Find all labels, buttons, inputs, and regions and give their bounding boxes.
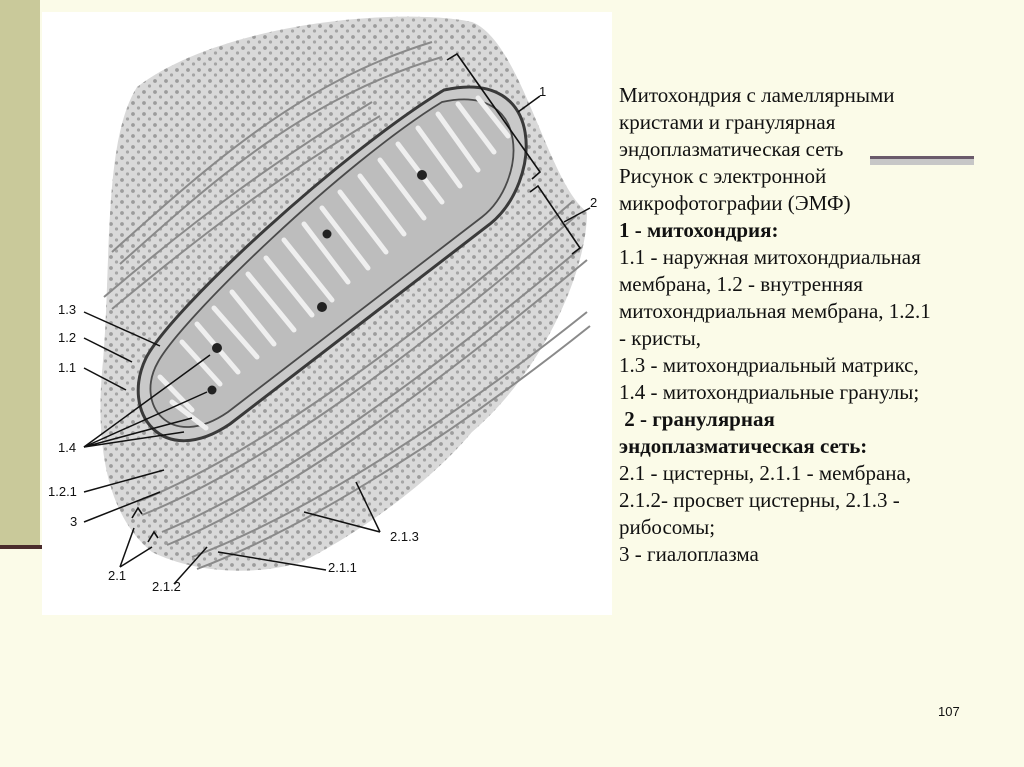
caption-line: 1.4 - митохондриальные гранулы; [619,380,920,404]
caption-line: 3 - гиалоплазма [619,542,759,566]
caption-line: кристами и гранулярная [619,110,836,134]
caption-line: митохондриальная мембрана, 1.2.1 [619,299,931,323]
caption-line: Митохондрия с ламеллярными [619,83,895,107]
left-accent-band [0,0,40,545]
caption-heading-er-cont: эндоплазматическая сеть: [619,434,868,458]
caption-line: эндоплазматическая сеть [619,137,844,161]
caption-heading-mitochondria: 1 - митохондрия: [619,218,779,242]
right-divider-rule-dark [870,156,974,159]
label-1-3: 1.3 [58,302,77,317]
label-1-1: 1.1 [58,360,77,375]
label-1-4: 1.4 [58,440,77,455]
caption-line: мембрана, 1.2 - внутренняя [619,272,863,296]
slide-caption [619,82,1019,568]
label-2: 2 [590,195,598,210]
label-2-1-2: 2.1.2 [152,579,181,594]
caption-line: рибосомы; [619,515,716,539]
label-2-1: 2.1 [108,568,127,583]
label-1-2-1: 1.2.1 [48,484,77,499]
caption-line: микрофотографии (ЭМФ) [619,191,851,215]
left-divider-rule [0,545,44,549]
mitochondria-diagram [42,12,612,615]
caption-line: - кристы, [619,326,702,350]
caption-heading-er: 2 - гранулярная [619,407,775,431]
label-2-1-1: 2.1.1 [328,560,357,575]
caption-line: 1.1 - наружная митохондриальная [619,245,921,269]
label-1: 1 [539,84,547,99]
caption-line: 2.1 - цистерны, 2.1.1 - мембрана, [619,461,912,485]
caption-line: 1.3 - митохондриальный матрикс, [619,353,919,377]
caption-line: 2.1.2- просвет цистерны, 2.1.3 - [619,488,900,512]
page-number: 107 [938,704,960,719]
caption-line: Рисунок с электронной [619,164,827,188]
label-3: 3 [70,514,78,529]
label-1-2: 1.2 [58,330,77,345]
label-2-1-3: 2.1.3 [390,529,419,544]
